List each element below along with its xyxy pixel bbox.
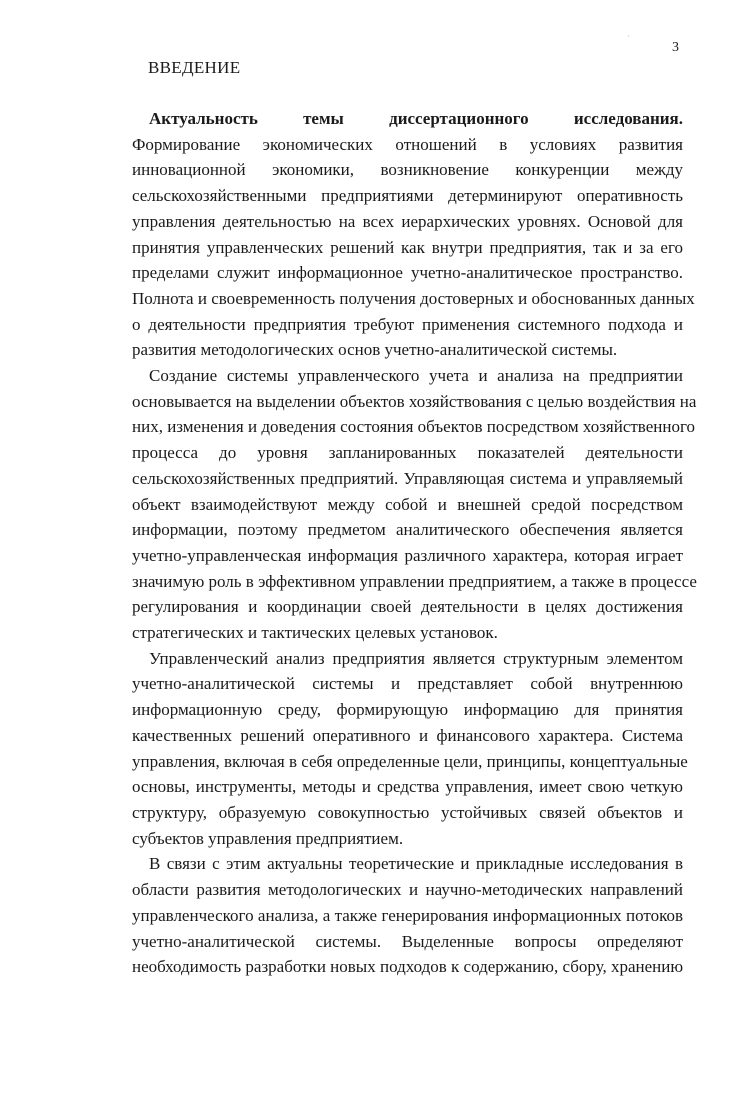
section-heading: ВВЕДЕНИЕ [148,58,241,77]
text-line: Полнота и своевременность получения достоверных и обоснованных данных [132,288,695,308]
text-line: качественных решений оперативного и финансового характера. Система [132,725,683,745]
text-line: значимую роль в эффективном управлении предприятием, а также в процессе [132,571,697,591]
paragraph-1 [132,106,695,363]
text-line: учетно-аналитической системы и представляет собой внутреннюю [132,674,683,694]
text-line: основы, инструменты, методы и средства управления, имеет свою четкую [132,777,683,797]
text-line: о деятельности предприятия требуют применения системного подхода и [132,314,683,334]
text-line: Создание системы управленческого учета и анализа на предприятии [149,366,683,386]
text-line: объект взаимодействуют между собой и внешней средой посредством [132,494,683,514]
text-line: основывается на выделении объектов хозяйствования с целью воздействия на [132,391,697,411]
document-body [132,106,697,980]
text-line: сельскохозяйственных предприятий. Управляющая система и управляемый [132,468,683,488]
text-line: структуру, образуемую совокупностью устойчивых связей объектов и [132,802,683,822]
text-line: В связи с этим актуальны теоретические и прикладные исследования в [149,854,683,874]
text-line: Управленческий анализ предприятия является структурным элементом [149,648,683,668]
text-line: инновационной экономики, возникновение конкуренции между [132,160,683,180]
text-line: сельскохозяйственными предприятиями детерминируют оперативность [132,186,683,206]
text-line: управления, включая в себя определенные цели, принципы, концептуальные [132,751,688,771]
text-line: развития методологических основ учетно-аналитической системы. [132,340,618,360]
text-line: управленческого анализа, а также генерирования информационных потоков [132,905,683,925]
text-line: управления деятельностью на всех иерархических уровнях. Основой для [132,211,683,231]
paragraph-3 [132,646,688,852]
text-line: стратегических и тактических целевых установок. [132,623,498,643]
text-line: регулирования и координации своей деятельности в целях достижения [132,597,683,617]
text-line: учетно-аналитической системы. Выделенные вопросы определяют [132,931,683,951]
paragraph-4 [132,851,683,980]
paragraph-2 [132,363,697,646]
page-number: 3 [672,40,679,55]
text-line: субъектов управления предприятием. [132,828,404,848]
text-line: учетно-управленческая информация различного характера, которая играет [132,545,683,565]
text-line: процесса до уровня запланированных показателей деятельности [132,443,683,463]
text-line: информации, поэтому предметом аналитического обеспечения является [132,520,683,540]
text-line: Формирование экономических отношений в условиях развития [132,134,683,154]
text-line: информационную среду, формирующую информацию для принятия [132,700,683,720]
text-line: принятия управленческих решений как внутри предприятия, так и за его [132,237,683,257]
scan-speck: ˋ [627,35,631,46]
paragraph-lead: Актуальность темы диссертационного исследования. [149,109,683,128]
text-line: пределами служит информационное учетно-аналитическое пространство. [132,263,683,283]
text-line: необходимость разработки новых подходов к содержанию, сбору, хранению [132,957,684,977]
text-line: области развития методологических и научно-методических направлений [132,880,683,900]
text-line: них, изменения и доведения состояния объектов посредством хозяйственного [132,417,696,437]
